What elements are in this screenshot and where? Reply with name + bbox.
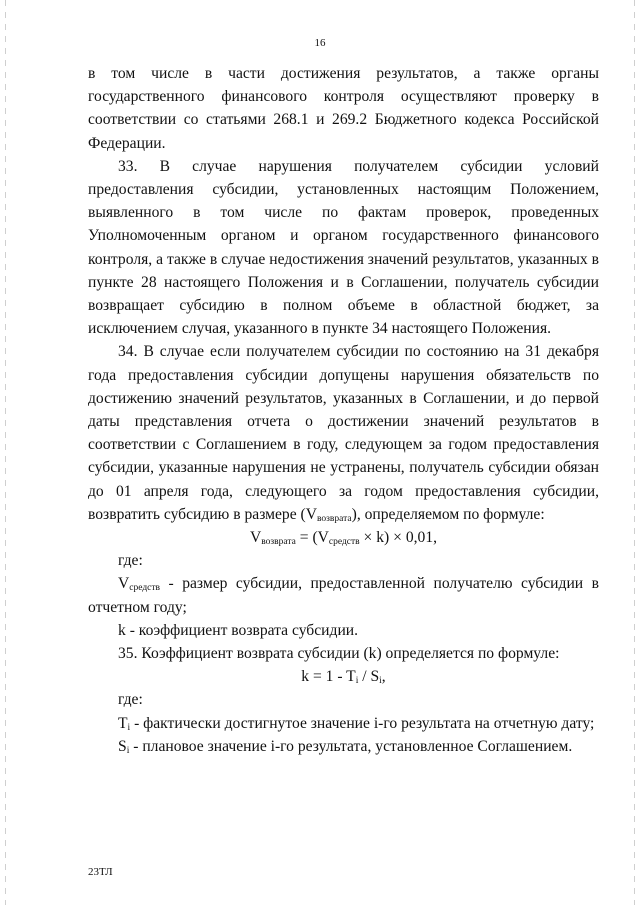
definition-s: $S_i$ - плановое значение i-го результата, установленное Соглашением. [118,737,573,756]
definition-t: $T_i$ - фактически достигнутое значение i-го результата на отчетную дату; [118,714,595,733]
paragraph: в том числе в части достижения результатов, а также органы государственного финансового контроля осуществляют проверку в соответствии со статьями 268.1 и 269.2 Бюджетного кодекса Российской Федерации. [88,65,599,152]
formula-v-return: $V_{возврата} = (V_{средств} \times k) \times 0,01$, [249,529,438,548]
document-body [88,62,599,758]
scan-edge-right [634,0,635,905]
page-number: 16 [314,37,326,49]
definition-v-funds: $V_{средств}$ - размер субсидии, предоставленной получателю субсидии в отчетном году; [88,575,599,616]
scan-edge-left [5,0,6,905]
paragraph-34: 34. В случае если получателем субсидии по состоянию на 31 декабря года предоставления субсидии допущены нарушения обязательств по достижению значений результатов, указанных в Соглашении, и до первой даты представления отчета о достижении значений результатов в соответствии с Соглашением в году, следующем за годом предоставления субсидии, указанные нарушения не устранены, получатель субсидии обязан до 01 апреля года, следующего за годом предоставления субсидии, возвратить субсидию в размере $(V_{возврата})$, определяемом по формуле: [88,343,599,524]
document-code: 23ТЛ [88,866,113,878]
formula-k: $k = 1 - T_i / S_i$, [301,668,386,687]
definition-k: k - коэффициент возврата субсидии. [118,621,359,639]
where-label: где: [118,691,143,709]
where-label: где: [118,552,143,570]
paragraph-35: 35. Коэффициент возврата субсидии (k) определяется по формуле: [118,645,560,663]
paragraph-33: 33. В случае нарушения получателем субсидии условий предоставления субсидии, установленных настоящим Положением, выявленного в том числе по фактам проверок, проведенных Уполномоченным органом и органом государственного финансового контроля, а также в случае недостижения значений результатов, указанных в пункте 28 настоящего Положения и в Соглашении, получатель субсидии возвращает субсидию в полном объеме в областной бюджет, за исключением случая, указанного в пункте 34 настоящего Положения. [88,157,599,338]
